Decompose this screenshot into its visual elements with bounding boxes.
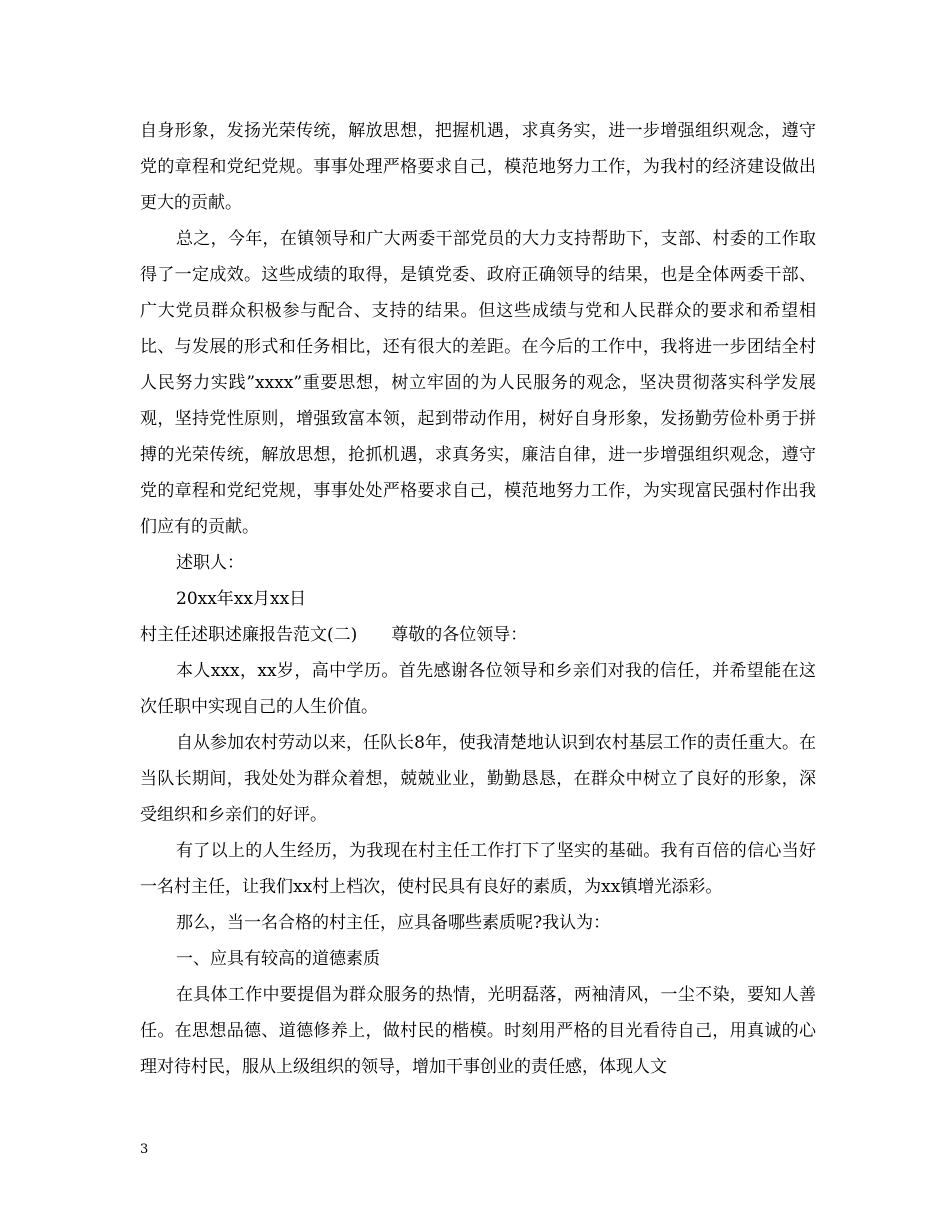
paragraph-experience: 自从参加农村劳动以来，任队长8年，使我清楚地认识到农村基层工作的责任重大。在当队长期间，我处处为群众着想，兢兢业业，勤勤恳恳，在群众中树立了良好的形象，深受组织和乡亲们的好评。 xyxy=(140,733,816,825)
document-body xyxy=(140,113,816,1085)
signature-label: 述职人： xyxy=(176,553,244,573)
signature-date: 20xx年xx月xx日 xyxy=(176,589,307,609)
subheading-moral-quality: 一、应具有较高的道德素质 xyxy=(176,949,380,969)
paragraph-moral-quality: 在具体工作中要提倡为群众服务的热情，光明磊落，两袖清风，一尘不染，要知人善任。在思想品德、道德修养上，做村民的楷模。时刻用严格的目光看待自己，用真诚的心理对待村民，服从上级组织的领导，增加干事创业的责任感，体现人文 xyxy=(140,985,816,1077)
page-number: 3 xyxy=(140,1142,149,1157)
paragraph-continuation: 自身形象，发扬光荣传统，解放思想，把握机遇，求真务实，进一步增强组织观念，遵守党的章程和党纪党规。事事处理严格要求自己，模范地努力工作，为我村的经济建设做出更大的贡献。 xyxy=(140,121,816,213)
paragraph-introduction: 本人xxx，xx岁，高中学历。首先感谢各位领导和乡亲们对我的信任，并希望能在这次任职中实现自己的人生价值。 xyxy=(140,661,816,717)
paragraph-question: 那么，当一名合格的村主任，应具备哪些素质呢?我认为： xyxy=(176,913,611,933)
paragraph-confidence: 有了以上的人生经历，为我现在村主任工作打下了坚实的基础。我有百倍的信心当好一名村主任，让我们xx村上档次，使村民具有良好的素质，为xx镇增光添彩。 xyxy=(140,841,816,897)
paragraph-summary: 总之，今年，在镇领导和广大两委干部党员的大力支持帮助下，支部、村委的工作取得了一定成效。这些成绩的取得，是镇党委、政府正确领导的结果，也是全体两委干部、广大党员群众积极参与配合、支持的结果。但这些成绩与党和人民群众的要求和希望相比、与发展的形式和任务相比，还有很大的差距。在今后的工作中，我将进一步团结全村人民努力实践”xxxx”重要思想，树立牢固的为人民服务的观念，坚决贯彻落实科学发展观，坚持党性原则，增强致富本领，起到带动作用，树好自身形象，发扬勤劳俭朴勇于拼搏的光荣传统，解放思想，抢抓机遇，求真务实，廉洁自律，进一步增强组织观念，遵守党的章程和党纪党规，事事处处严格要求自己，模范地努力工作，为实现富民强村作出我们应有的贡献。 xyxy=(140,229,816,537)
section-title: 村主任述职述廉报告范文(二) 尊敬的各位领导： xyxy=(140,625,528,645)
